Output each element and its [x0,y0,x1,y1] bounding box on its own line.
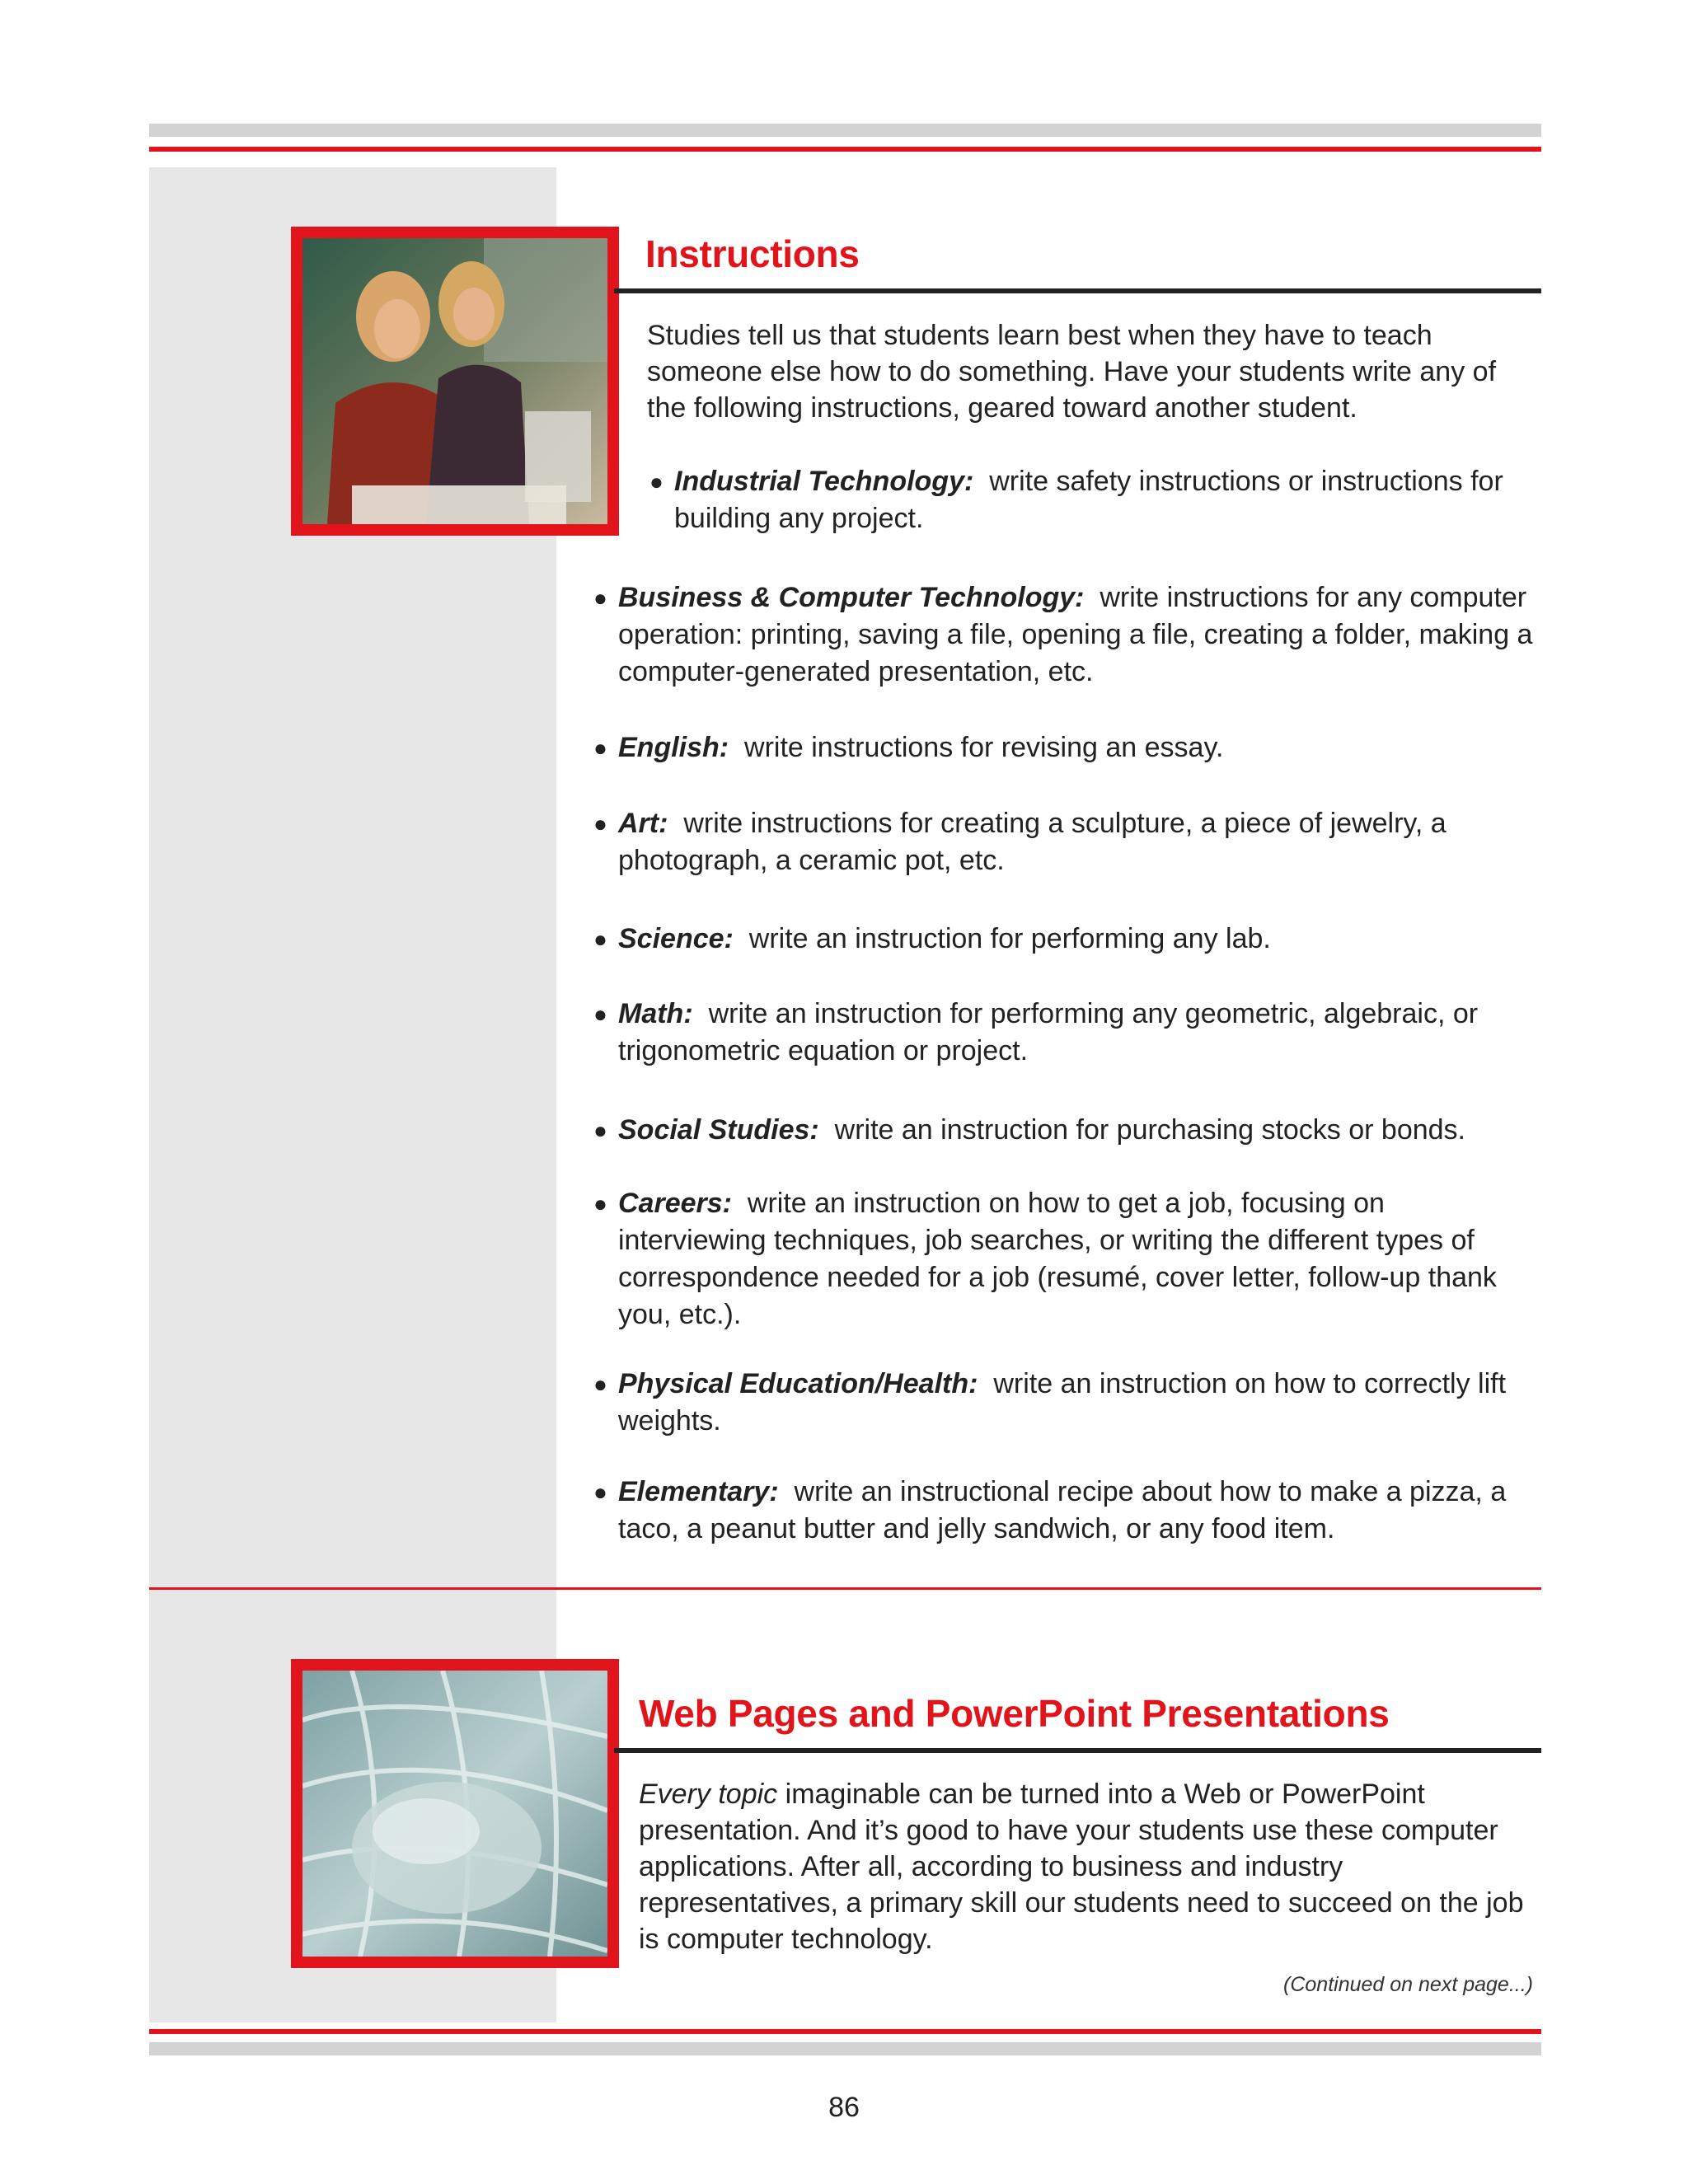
list-item [593,1112,1533,1149]
bullet-dot-icon: ● [593,1191,607,1216]
top-red-rule [149,147,1541,152]
list-item [593,579,1533,691]
item-text: write safety instructions or instructions for building any project. [674,466,1503,534]
continued-note: (Continued on next page...) [1283,1973,1533,1996]
list-item [593,1185,1533,1333]
item-text: write instructions for revising an essay. [744,732,1224,763]
item-text: write an instruction for performing any lab. [748,923,1271,954]
top-grey-rule [149,124,1541,137]
bullet-dot-icon: ● [593,926,607,952]
bullet-dot-icon: ● [593,1001,607,1027]
bullet-dot-icon: ● [593,811,607,837]
students-photo-image [302,238,607,524]
list-item [593,996,1533,1070]
item-label: Business & Computer Technology: [618,582,1085,613]
item-text: write an instruction on how to get a job, focusing on interviewing techniques, job searches, or writing the different types of correspondence needed for a job (resumé, cover letter, follow-up thank you, etc.). [618,1188,1497,1330]
item-label: Careers: [618,1188,732,1219]
item-label: Science: [618,923,734,954]
bottom-red-rule [149,2029,1541,2034]
section1-photo [291,227,619,536]
section1-intro: Studies tell us that students learn best when they have to teach someone else how to do something. Have your students write any of the following instructions, geared toward another student. [647,320,1497,424]
bullet-dot-icon: ● [593,735,607,761]
bottom-grey-rule [149,2042,1541,2055]
item-label: Math: [618,998,693,1029]
section1-title: Instructions [645,232,860,275]
section2-title-rule [614,1748,1541,1753]
item-text: write instructions for creating a sculpture, a piece of jewelry, a photograph, a ceramic pot, etc. [618,808,1447,876]
item-text: write an instruction on how to correctly lift weights. [618,1368,1507,1436]
mouse-photo-image [302,1671,607,1957]
intro-body: imaginable can be turned into a Web or PowerPoint presentation. And it’s good to have your students use these computer applications. After all, according to business and industry representatives, a primary skill our students need to succeed on the job is computer technology. [639,1779,1524,1955]
item-text: write an instruction for purchasing stocks or bonds. [834,1114,1466,1146]
item-label: Elementary: [618,1476,779,1507]
bullet-dot-icon: ● [593,1479,607,1505]
list-item [593,1474,1533,1548]
item-label: English: [618,732,729,763]
section2-intro [639,1776,1533,1957]
item-label: Industrial Technology: [674,466,974,497]
item-text: write an instruction for performing any geometric, algebraic, or trigonometric equation or project. [618,998,1479,1066]
item-label: Art: [618,808,668,839]
section2-title: Web Pages and PowerPoint Presentations [639,1692,1390,1735]
item-label: Social Studies: [618,1114,819,1146]
section1-title-rule [614,288,1541,293]
intro-italic-lead: Every topic [639,1779,778,1810]
item-label: Physical Education/Health: [618,1368,978,1399]
list-item [593,921,1533,958]
page-number: 86 [828,2092,860,2123]
list-item [649,463,1531,537]
list-item [593,805,1533,879]
section2-photo [291,1659,619,1968]
list-item [593,729,1533,766]
item-text: write instructions for any computer operation: printing, saving a file, opening a file, creating a folder, making a computer-generated presentation, etc. [618,582,1533,687]
list-item [593,1366,1533,1440]
bullet-dot-icon: ● [593,1118,607,1143]
bullet-dot-icon: ● [593,585,607,611]
bullet-dot-icon: ● [649,469,663,494]
bullet-dot-icon: ● [593,1371,607,1397]
section-divider [149,1587,1541,1590]
item-text: write an instructional recipe about how to make a pizza, a taco, a peanut butter and jelly sandwich, or any food item. [618,1476,1507,1544]
